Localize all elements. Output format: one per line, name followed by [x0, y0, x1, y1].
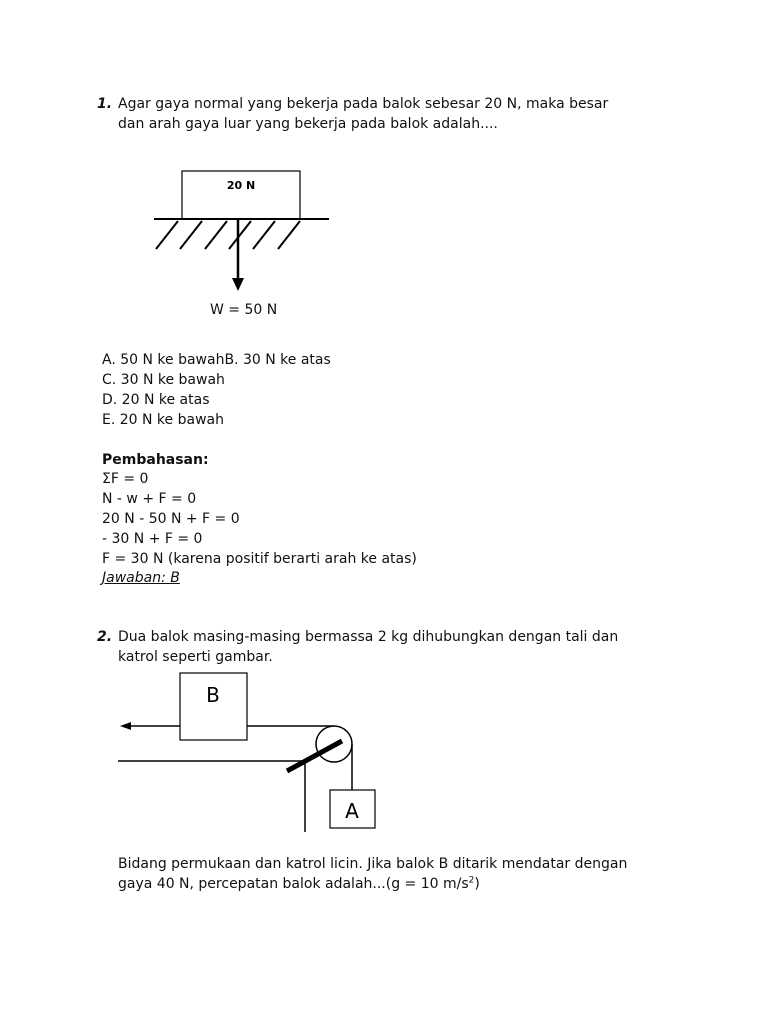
- solution-line-3: 20 N - 50 N + F = 0: [102, 511, 240, 527]
- option-c: C. 30 N ke bawah: [102, 372, 225, 388]
- question-2-text-line-1: Dua balok masing-masing bermassa 2 kg dihubungkan dengan tali dan: [118, 629, 619, 645]
- solution-line-5: F = 30 N (karena positif berarti arah ke atas): [102, 551, 417, 567]
- question-2-desc-suffix: ): [474, 876, 480, 892]
- block-a-label: A: [345, 799, 359, 823]
- block-b-label: B: [206, 683, 220, 707]
- question-1-number: 1.: [97, 96, 113, 112]
- question-2-number: 2.: [97, 629, 113, 645]
- question-1-text-line-2: dan arah gaya luar yang bekerja pada balok adalah....: [118, 116, 498, 132]
- question-2-desc-line-2: [118, 874, 480, 894]
- answer: Jawaban: B: [102, 570, 180, 586]
- block-label: 20 N: [226, 179, 256, 192]
- solution-line-1: ΣF = 0: [102, 471, 149, 487]
- question-2-desc-line-1: Bidang permukaan dan katrol licin. Jika balok B ditarik mendatar dengan: [118, 856, 628, 872]
- superscript-2: 2: [468, 875, 475, 886]
- question-1-text-line-1: Agar gaya normal yang bekerja pada balok sebesar 20 N, maka besar: [118, 96, 609, 112]
- solution-line-4: - 30 N + F = 0: [102, 531, 203, 547]
- question-2-desc-text: gaya 40 N, percepatan balok adalah...(g = 10 m/s: [118, 876, 469, 892]
- solution-line-2: N - w + F = 0: [102, 491, 197, 507]
- option-d: D. 20 N ke atas: [102, 392, 210, 408]
- solution-heading: Pembahasan:: [102, 452, 209, 468]
- pull-arrow-head: [120, 722, 131, 730]
- question-2-text-line-2: katrol seperti gambar.: [118, 649, 273, 665]
- option-a-b: A. 50 N ke bawahB. 30 N ke atas: [102, 352, 331, 368]
- weight-label: W = 50 N: [210, 302, 278, 318]
- option-e: E. 20 N ke bawah: [102, 412, 224, 428]
